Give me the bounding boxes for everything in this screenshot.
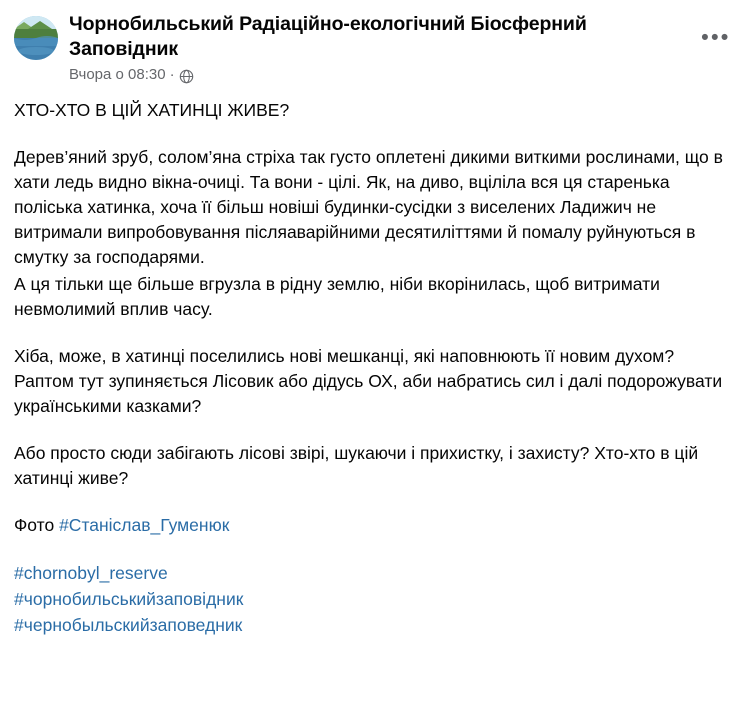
- header-text: [69, 12, 734, 84]
- meta-separator: ·: [169, 66, 175, 83]
- post-title-line: ХТО-ХТО В ЦІЙ ХАТИНЦІ ЖИВЕ?: [14, 100, 290, 120]
- hashtag-list: [14, 560, 734, 638]
- page-name[interactable]: Чорнобильський Радіаційно-екологічний Біосферний Заповідник: [69, 13, 587, 60]
- more-options-button[interactable]: [698, 24, 734, 60]
- post-meta: [69, 65, 674, 84]
- post-timestamp[interactable]: Вчора о 08:30: [69, 66, 166, 83]
- page-avatar-landscape-icon: [14, 16, 58, 60]
- post-paragraph-1: Дерев’яний зруб, солом’яна стріха так густо оплетені дикими виткими рослинами, що в хати ледь видно вікна-очиці. Та вони - цілі. Як, на диво, вціліла вся ця старенька поліська хатинка, хоча її більш новіші будинки-сусідки з виселених Ладижич не витримали випробовування післяаварійними десятиліттями й помалу руйнуються в смутку за господарями.: [14, 147, 723, 267]
- photo-credit-line: [14, 513, 734, 538]
- photo-credit-label: Фото: [14, 515, 60, 535]
- post-body: [14, 98, 734, 638]
- post-paragraph-4: Або просто сюди забігають лісові звірі, шукаючи і прихистку, і захисту? Хто-хто в цій хатинці живе?: [14, 443, 699, 488]
- avatar[interactable]: [14, 16, 58, 60]
- post-paragraph-3: Хіба, може, в хатинці поселились нові мешканці, які наповнюють її новим духом? Раптом тут зупиняється Лісовик або дідусь ОХ, аби набратись сил і далі подорожувати українськими казками?: [14, 346, 723, 416]
- photo-credit-tag[interactable]: #Станіслав_Гуменюк: [59, 515, 230, 535]
- hashtag-item[interactable]: #chornobyl_reserve: [14, 563, 168, 583]
- more-options-icon: •••: [701, 26, 731, 49]
- post-header: [14, 12, 734, 84]
- globe-icon[interactable]: [179, 69, 194, 84]
- hashtag-item[interactable]: #чорнобильськийзаповідник: [14, 589, 244, 609]
- hashtag-item[interactable]: #чернобыльскийзаповедник: [14, 615, 243, 635]
- post-paragraph-2: А ця тільки ще більше вгрузла в рідну землю, ніби вкорінилась, щоб витримати невмолимий вплив часу.: [14, 274, 660, 319]
